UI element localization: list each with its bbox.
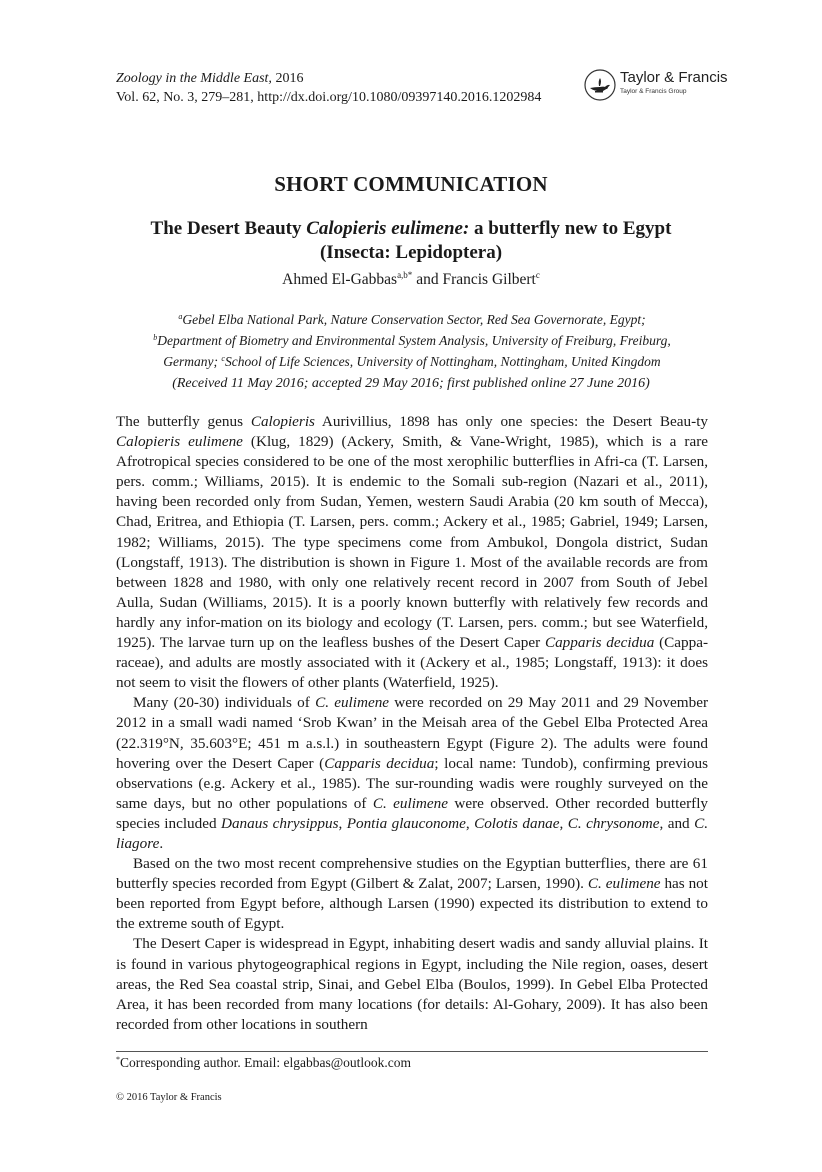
text-run: were recorded on 29 May 2011 and 29 November 2012 in a small wadi named ‘Srob Kwan’ in the Meisah area of the Gebel Elba Protected Area (22.319°N, 35.603°E; 451 m a.s.l.) in southeastern Egypt (Figure 2). The adults were found hovering over the Desert Caper ( [116, 694, 708, 772]
text-run: Based on the two most recent comprehensive studies on the Egyptian butterflies, there are 61 butterfly species recorded from Egypt (Gilbert & Zalat, 2007; Larsen, 1990). [116, 855, 708, 893]
text-run: , [559, 814, 568, 832]
italic-term: Colotis danae [474, 814, 560, 832]
copyright: © 2016 Taylor & Francis [116, 1092, 222, 1103]
paragraph-4 [116, 934, 708, 1034]
article-title: The Desert Beauty Calopieris eulimene: a butterfly new to Egypt (Insecta: Lepidoptera) [150, 218, 672, 263]
text-run: , [338, 814, 347, 832]
publisher-name: Taylor & Francis [620, 69, 728, 86]
italic-term: Calopieris eulimene [116, 433, 243, 451]
publisher-logo [583, 69, 728, 101]
author-1: Ahmed El-Gabbas [282, 271, 398, 288]
journal-year: 2016 [271, 71, 304, 86]
paragraph-3 [116, 854, 708, 934]
text-run: . [159, 834, 164, 852]
text-run: were observed. Other recorded butterfly species included [116, 794, 709, 832]
footnote-text[interactable]: Corresponding author. Email: elgabbas@outlook.com [120, 1055, 412, 1070]
journal-name: Zoology in the Middle East, [116, 71, 272, 86]
italic-term: C. eulimene [587, 875, 661, 893]
text-run: (Cappa-raceae), and adults are mostly associated with it (Ackery et al., 1985; Longstaff, 1913): it does not seem to visit the flowers of other plants (Waterfield, 1925). [116, 634, 709, 692]
corresponding-author-footnote: *Corresponding author. Email: elgabbas@outlook.com [116, 1055, 412, 1070]
paragraph-1 [116, 412, 708, 693]
italic-term: Capparis decidua [544, 634, 655, 652]
italic-term: Danaus chrysippus [221, 814, 339, 832]
text-run: , and [659, 814, 695, 832]
author-2: and Francis Gilbert [412, 271, 536, 288]
text-run: , [465, 814, 475, 832]
text-run: Many (20-30) individuals of [133, 694, 316, 712]
text-run: Aurivillius, 1898 has only one species: the Desert Beau-ty [314, 413, 709, 430]
citation-line[interactable]: Vol. 62, No. 3, 279–281, http://dx.doi.org/10.1080/09397140.2016.1202984 [116, 90, 542, 105]
text-run: (Klug, 1829) (Ackery, Smith, & Vane-Wright, 1985), which is a rare Afrotropical species considered to be one of the most xerophilic butterflies in Afri-ca (T. Larsen, pers. comm.; Williams, 2015). It is endemic to the Somali sub-region (Nazari et al., 2011), having been recorded only from Sudan, Yemen, western Saudi Arabia (20 km south of Mecca), Chad, Eritrea, and Ethiopia (T. Larsen, pers. comm.; Ackery et al., 1985; Gabriel, 1949; Larsen, 1982; Williams, 2015). The type specimens come from Ambukol, Dongola district, Sudan (Longstaff, 1913). The distribution is shown in Figure 1. Most of the available records are from between 1828 and 1980, with only one relatively recent record in 2007 from South of Jebel Aulla, Sudan (Williams, 2015). It is a poorly known butterfly with relatively few records and hardly any infor-mation on its biology and ecology (T. Larsen, pers. comm.; but see Waterfield, 1925). The larvae turn up on the leafless bushes of the Desert Caper [116, 433, 708, 652]
italic-term: C. eulimene [315, 694, 390, 712]
received-dates: (Received 11 May 2016; accepted 29 May 2016; first published online 27 June 2016) [172, 376, 650, 391]
publisher-group: Taylor & Francis Group [620, 88, 687, 95]
text-run: ; local name: Tundob), confirming previous observations (e.g. Ackery et al., 1985). The sur-rounding wadis were roughly surveyed on the same days, but no other populations of [116, 754, 709, 812]
authors: Ahmed El-Gabbas$^{a,b*}$ and Francis Gilbert$^c$ [282, 270, 540, 288]
journal-citation [116, 69, 541, 107]
affiliations: $^a$Gebel Elba National Park, Nature Conservation Sector, Red Sea Governorate, Egypt; $^b$Department of Biometry and Environmental System Analysis, University of Freiburg, Freiburg, Germany; $^c$School of Life Sciences, University of Nottingham, Nottingham, United Kingdom [153, 312, 671, 369]
section-heading: SHORT COMMUNICATION [274, 172, 548, 196]
text-run: has not been reported from Egypt before, although Larsen (1990) expected its distribution to extend to the extreme south of Egypt. [116, 875, 708, 933]
text-run: The butterfly genus [116, 413, 251, 430]
italic-term: C. chrysonome [567, 814, 660, 832]
italic-term: C. eulimene [372, 794, 448, 812]
italic-term: Calopieris [250, 413, 315, 430]
paragraph-2 [116, 693, 708, 854]
text-run: The Desert Caper is widespread in Egypt, inhabiting desert wadis and sandy alluvial plains. It is found in various phytogeographical regions in Egypt, including the Nile region, oases, desert areas, the Red Sea coastal strip, Sinai, and Gebel Elba (Boulos, 1999). In Gebel Elba Protected Area, it has been recorded from many locations (for details: Al-Gohary, 2009). It has also been recorded from other locations in southern [116, 935, 708, 1033]
italic-term: Pontia glauconome [346, 814, 466, 832]
italic-term: C. liagore [116, 814, 708, 852]
italic-term: Capparis decidua [324, 754, 435, 772]
article-body [116, 412, 708, 1035]
taylor-francis-lamp-icon [583, 69, 617, 101]
species-name: Calopieris eulimene: [306, 218, 470, 239]
footnote-divider [116, 1051, 708, 1052]
